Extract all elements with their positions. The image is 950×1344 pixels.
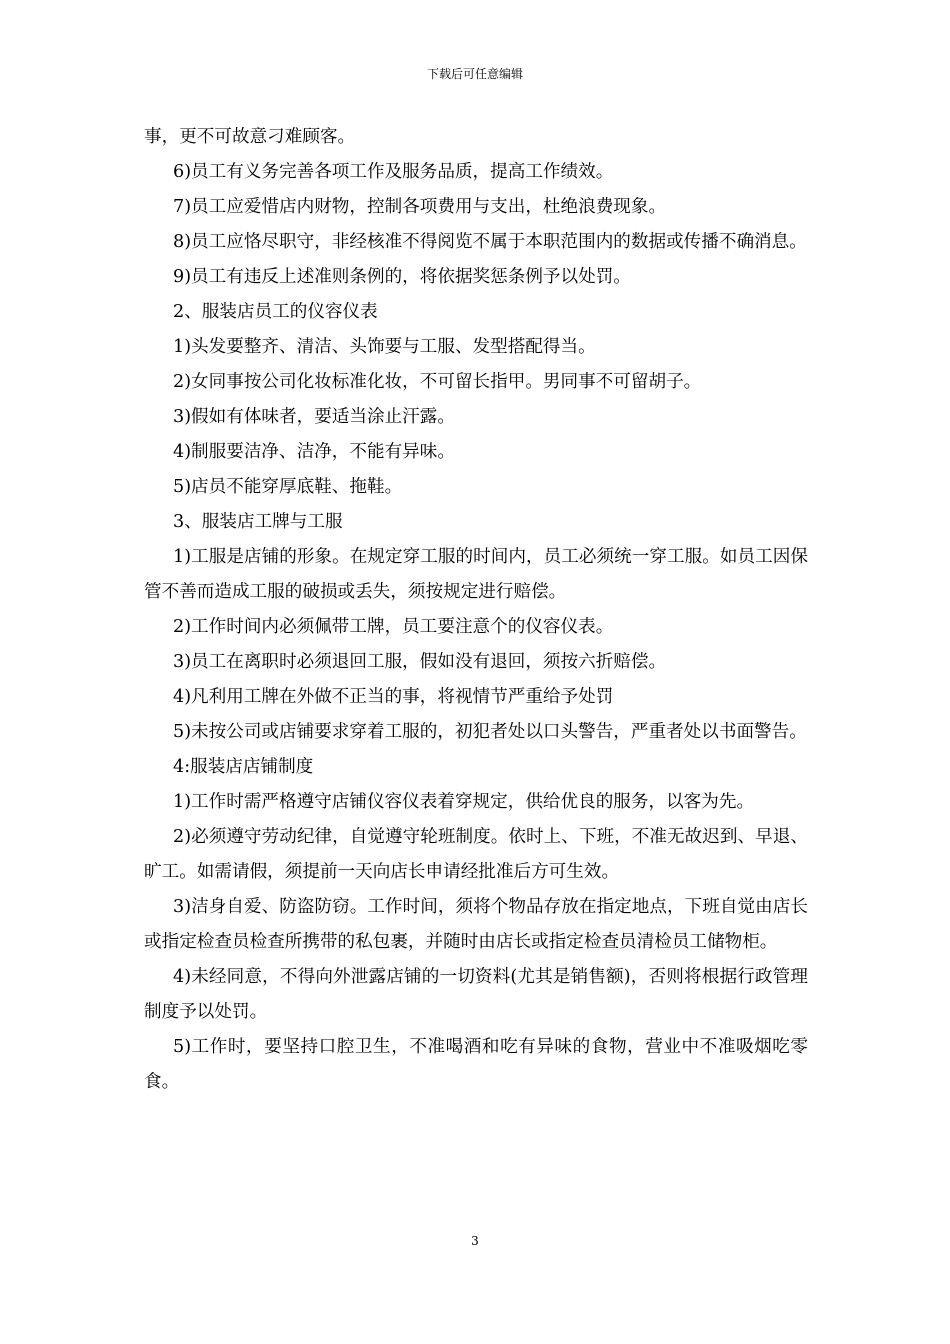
paragraph: 4)未经同意，不得向外泄露店铺的一切资料(尤其是销售额)，否则将根据行政管理制度予以处罚。	[144, 967, 808, 1022]
paragraph: 1)头发要整齐、清洁、头饰要与工服、发型搭配得当。	[173, 337, 596, 357]
paragraph: 3)洁身自爱、防盗防窃。工作时间，须将个物品存放在指定地点，下班自觉由店长或指定检查员检查所携带的私包裹，并随时由店长或指定检查员清检员工储物柜。	[144, 897, 808, 952]
paragraph: 2)女同事按公司化妆标准化妆，不可留长指甲。男同事不可留胡子。	[173, 372, 702, 392]
paragraph: 6)员工有义务完善各项工作及服务品质，提高工作绩效。	[173, 162, 614, 182]
section-heading: 4:服装店店铺制度	[173, 757, 314, 777]
section-heading: 2、服装店员工的仪容仪表	[173, 302, 378, 322]
paragraph: 3)假如有体味者，要适当涂止汗露。	[173, 407, 455, 427]
section-heading: 3、服装店工牌与工服	[173, 512, 343, 532]
paragraph: 3)员工在离职时必须退回工服，假如没有退回，须按六折赔偿。	[173, 652, 667, 672]
paragraph: 5)工作时，要坚持口腔卫生，不准喝酒和吃有异味的食物，营业中不准吸烟吃零食。	[144, 1037, 808, 1092]
paragraph: 5)店员不能穿厚底鞋、拖鞋。	[173, 477, 403, 497]
paragraph: 1)工服是店铺的形象。在规定穿工服的时间内，员工必须统一穿工服。如员工因保管不善而造成工服的破损或丢失，须按规定进行赔偿。	[144, 547, 808, 602]
paragraph: 2)必须遵守劳动纪律，自觉遵守轮班制度。依时上、下班，不准无故迟到、早退、旷工。如需请假，须提前一天向店长申请经批准后方可生效。	[144, 827, 808, 882]
paragraph: 8)员工应恪尽职守，非经核准不得阅览不属于本职范围内的数据或传播不确消息。	[173, 232, 807, 252]
paragraph: 1)工作时需严格遵守店铺仪容仪表着穿规定，供给优良的服务，以客为先。	[173, 792, 755, 812]
paragraph: 4)制服要洁净、洁净，不能有异味。	[173, 442, 455, 462]
paragraph: 2)工作时间内必须佩带工牌，员工要注意个的仪容仪表。	[173, 617, 614, 637]
document-body	[144, 120, 808, 1100]
paragraph: 7)员工应爱惜店内财物，控制各项费用与支出，杜绝浪费现象。	[173, 197, 667, 217]
paragraph: 4)凡利用工牌在外做不正当的事，将视情节严重给予处罚	[173, 687, 614, 707]
page-header: 下载后可任意编辑	[426, 67, 523, 81]
paragraph: 9)员工有违反上述准则条例的，将依据奖惩条例予以处罚。	[173, 267, 631, 287]
paragraph: 5)未按公司或店铺要求穿着工服的，初犯者处以口头警告，严重者处以书面警告。	[173, 722, 807, 742]
paragraph: 事，更不可故意刁难顾客。	[144, 127, 356, 147]
page-number: 3	[471, 1234, 479, 1248]
